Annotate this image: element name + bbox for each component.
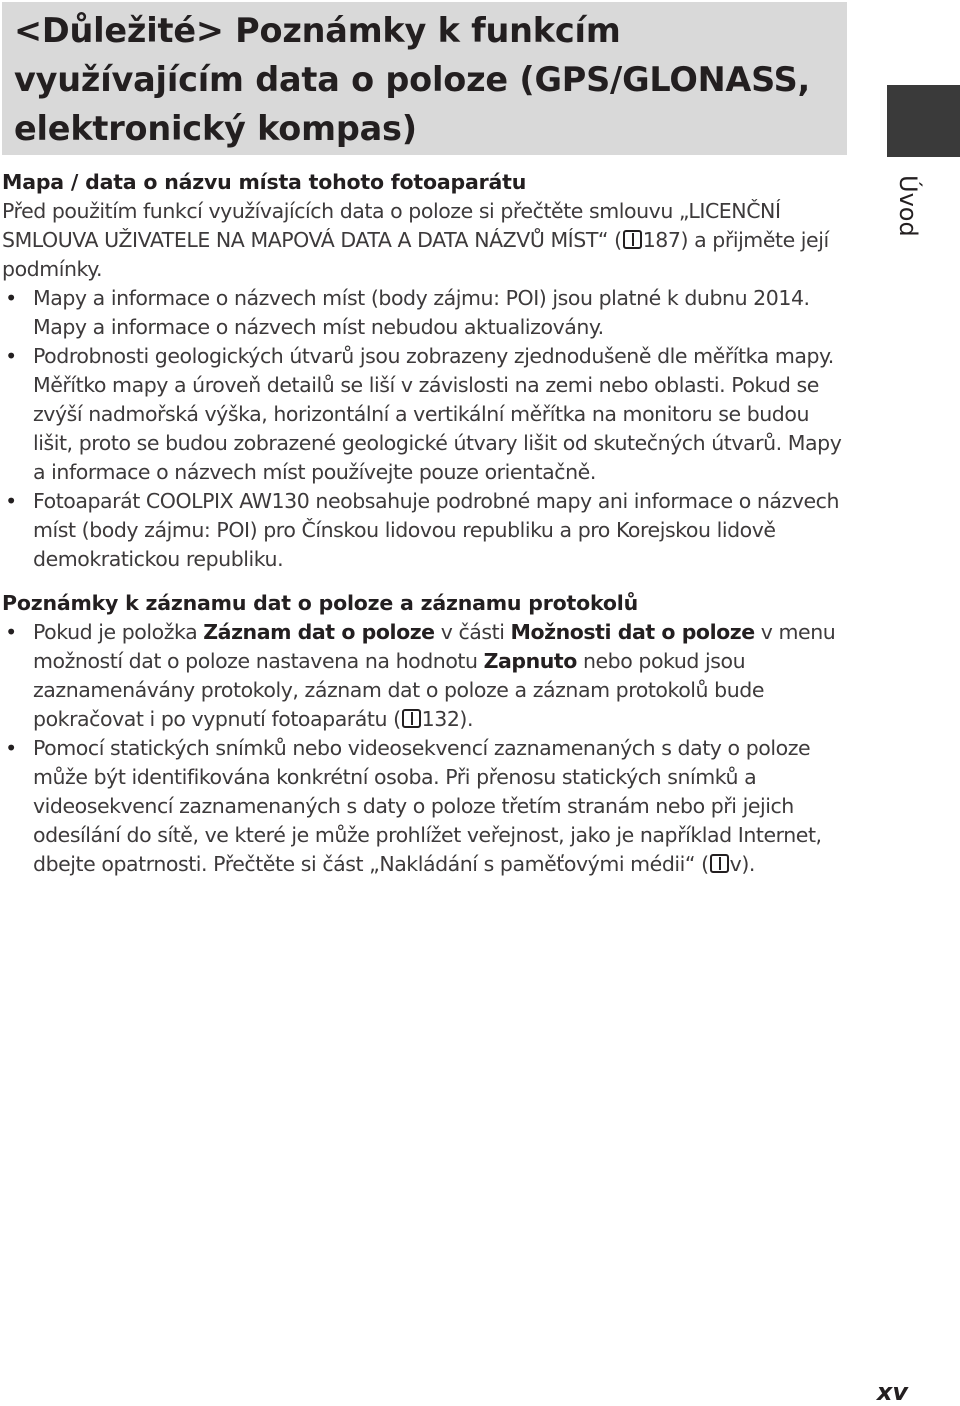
- main-content: [2, 167, 852, 879]
- page-reference: v: [729, 852, 742, 876]
- bullet-icon: •: [5, 344, 17, 368]
- chapter-tab-label: Úvod: [894, 175, 922, 237]
- section-heading-map-data: Mapa / data o názvu místa tohoto fotoaparátu: [2, 170, 527, 194]
- text-part: Pokud je položka: [33, 620, 204, 644]
- list-item: [2, 284, 852, 342]
- menu-item-name: Záznam dat o poloze: [203, 620, 435, 644]
- text-part: nebo pokud jsou zaznamenávány protokoly, záznam dat o poloze a záznam protokolů bude pokračovat i po vypnutí fotoaparátu (: [33, 649, 764, 731]
- page-reference: 132: [421, 707, 460, 731]
- list-item: [2, 618, 852, 734]
- section-heading-log-notes: Poznámky k záznamu dat o poloze a záznamu protokolů: [2, 591, 638, 615]
- chapter-tab-marker: [887, 85, 960, 157]
- intro-text-part: ) a přijměte její podmínky.: [2, 228, 829, 281]
- list-item: [2, 342, 852, 487]
- intro-paragraph: [2, 197, 852, 284]
- list-item-text: Mapy a informace o názvech míst (body zájmu: POI) jsou platné k dubnu 2014. Mapy a informace o názvech míst nebudou aktualizovány.: [33, 286, 810, 339]
- text-part: v části: [434, 620, 511, 644]
- text-part: v menu možností dat o poloze nastavena na hodnotu: [33, 620, 836, 673]
- page-number: xv: [876, 1378, 908, 1406]
- list-item-text: Podrobnosti geologických útvarů jsou zobrazeny zjednodušeně dle měřítka mapy. Měřítko mapy a úroveň detailů se liší v závislosti na zemi nebo oblasti. Pokud se zvýší nadmořská výška, horizontální a vertikální měřítka na monitoru se budou lišit, proto se budou zobrazené geologické útvary lišit od skutečných útvarů. Mapy a informace o názvech míst používejte pouze orientačně.: [33, 344, 842, 484]
- bullet-icon: •: [5, 620, 17, 644]
- menu-item-name: Možnosti dat o poloze: [510, 620, 755, 644]
- text-part: Pomocí statických snímků nebo videosekvencí zaznamenaných s daty o poloze může být identifikována konkrétní osoba. Při přenosu statických snímků a videosekvencí zaznamenaných s daty o poloze třetím stranám nebo při jejich odesílání do sítě, ve které je může prohlížet veřejnost, jako je například Internet, dbejte opatrnosti. Přečtěte si část „Nakládání s paměťovými médii“ (: [33, 736, 822, 876]
- page-reference: 187: [642, 228, 681, 252]
- list-item: [2, 487, 852, 574]
- title-banner: [2, 2, 847, 155]
- book-reference-icon: [402, 709, 421, 728]
- bullet-icon: •: [5, 736, 17, 760]
- list-item-text: Fotoaparát COOLPIX AW130 neobsahuje podrobné mapy ani informace o názvech míst (body zájmu: POI) pro Čínskou lidovou republiku a pro Korejskou lidově demokratickou republiku.: [33, 489, 840, 571]
- log-notes-list: [2, 618, 852, 879]
- bullet-icon: •: [5, 489, 17, 513]
- intro-text-part: Před použitím funkcí využívajících data o poloze si přečtěte smlouvu „LICENČNÍ SMLOUVA UŽIVATELE NA MAPOVÁ DATA A DATA NÁZVŮ MÍST“ (: [2, 199, 781, 252]
- book-reference-icon: [623, 230, 642, 249]
- map-notes-list: [2, 284, 852, 574]
- text-part: ).: [741, 852, 755, 876]
- page-title: <Důležité> Poznámky k funkcím využívajícím data o poloze (GPS/GLONASS, elektronický kompas): [14, 11, 811, 148]
- text-part: ).: [459, 707, 474, 731]
- bullet-icon: •: [5, 286, 17, 310]
- list-item: [2, 734, 852, 879]
- setting-value: Zapnuto: [483, 649, 577, 673]
- book-reference-icon: [710, 854, 729, 873]
